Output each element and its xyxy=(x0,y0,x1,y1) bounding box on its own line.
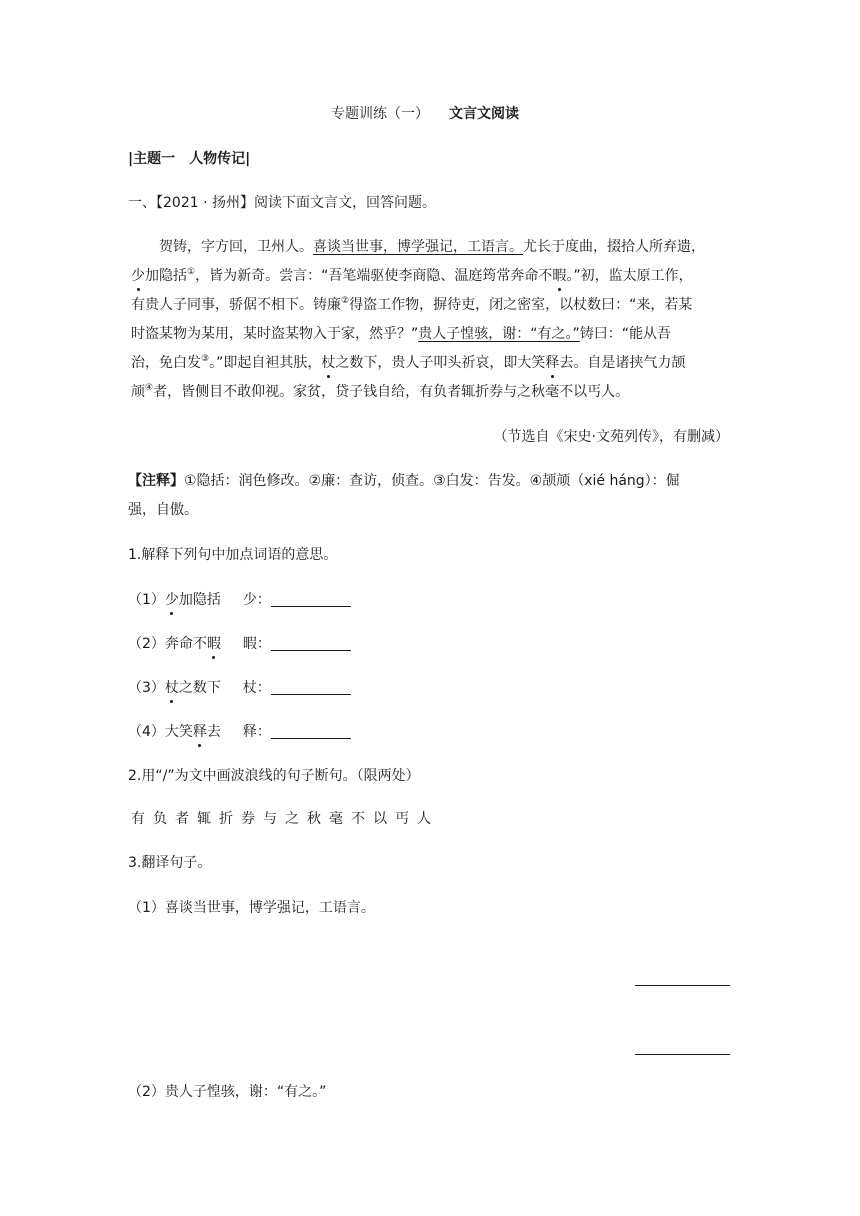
footnote-marker: ④ xyxy=(145,383,154,393)
annotation-label: 【注释】 xyxy=(128,473,184,489)
passage-line-1: 贺铸，字方回，卫州人。喜谈当世事，博学强记，工语言。尤长于度曲，掇拾人所弃遗， xyxy=(159,239,705,255)
title-series: 专题训练（一） xyxy=(331,106,429,122)
source-tag: 【2021 · 扬州】 xyxy=(156,195,254,211)
q3-item-1: （1）喜谈当世事，博学强记，工语言。 xyxy=(128,900,375,916)
question-1-prompt: 1.解释下列句中加点词语的意思。 xyxy=(128,547,338,563)
footnote-marker: ① xyxy=(187,267,196,277)
q1-item-1: （1）少加隐括 少： xyxy=(128,590,351,610)
sentence-to-punctuate: 有负者辄折券与之秋毫不以丐人 xyxy=(131,811,439,827)
question-3-prompt: 3.翻译句子。 xyxy=(128,855,212,871)
page-title xyxy=(331,104,519,124)
answer-blank[interactable] xyxy=(271,680,351,695)
theme-heading: |主题一 人物传记| xyxy=(128,151,251,167)
annotation-line-2: 强，自傲。 xyxy=(128,502,198,518)
answer-line[interactable] xyxy=(635,985,730,986)
passage-line-6: 颃④者，皆侧目不敢仰视。家贫，贷子钱自给，有负者辄折券与之秋毫不以丐人。 xyxy=(131,383,630,400)
q1-item-4: （4）大笑释去 释： xyxy=(128,722,351,742)
passage-line-2: 少加隐括①，皆为新奇。尝言：“吾笔端驱使李商隐、温庭筠常奔命不暇。”初，监太原工作， xyxy=(131,267,693,284)
question-intro: 一、【2021 · 扬州】阅读下面文言文，回答问题。 xyxy=(128,195,436,211)
source-citation: （节选自《宋史·文苑列传》，有删减） xyxy=(493,429,729,445)
question-2-prompt: 2.用“/”为文中画波浪线的句子断句。（限两处） xyxy=(128,768,420,784)
passage-line-5: 治，免白发③。”即起自袒其肤，杖之数下，贵人子叩头祈哀，即大笑释去。自是诸挟气力颉 xyxy=(131,354,686,371)
passage-line-3: 有贵人子同事，骄倨不相下。铸廉②得盗工作物，摒待吏，闭之密室，以杖数曰：“来，若某 xyxy=(131,296,693,313)
answer-blank[interactable] xyxy=(271,636,351,651)
q1-item-2: （2）奔命不暇 暇： xyxy=(128,634,351,654)
footnote-marker: ② xyxy=(341,296,350,306)
footnote-marker: ③ xyxy=(201,354,210,364)
dotted-word-xia: 暇 xyxy=(552,268,567,284)
title-topic: 文言文阅读 xyxy=(449,106,519,122)
answer-blank[interactable] xyxy=(271,592,351,607)
annotation-line-1: 【注释】①隐括：润色修改。②廉：查访，侦查。③白发：告发。④颉颃（xié háng）：倔 xyxy=(128,473,680,489)
underlined-sentence-2: 贵人子惶骇，谢：“有之。” xyxy=(418,326,580,342)
passage-line-4: 时盗某物为某用，某时盗某物入于家，然乎？”贵人子惶骇，谢：“有之。”铸曰：“能从吾 xyxy=(131,326,672,342)
underlined-sentence-1: 喜谈当世事，博学强记，工语言。 xyxy=(313,239,523,255)
dotted-word-shi: 释 xyxy=(545,355,560,371)
q3-item-2: （2）贵人子惶骇，谢：“有之。” xyxy=(128,1084,327,1100)
dotted-word-shao: 少 xyxy=(131,268,145,284)
answer-blank[interactable] xyxy=(271,724,351,739)
answer-line[interactable] xyxy=(635,1054,730,1055)
q1-item-3: （3）杖之数下 杖： xyxy=(128,678,351,698)
dotted-word-zhang: 杖 xyxy=(321,355,336,371)
